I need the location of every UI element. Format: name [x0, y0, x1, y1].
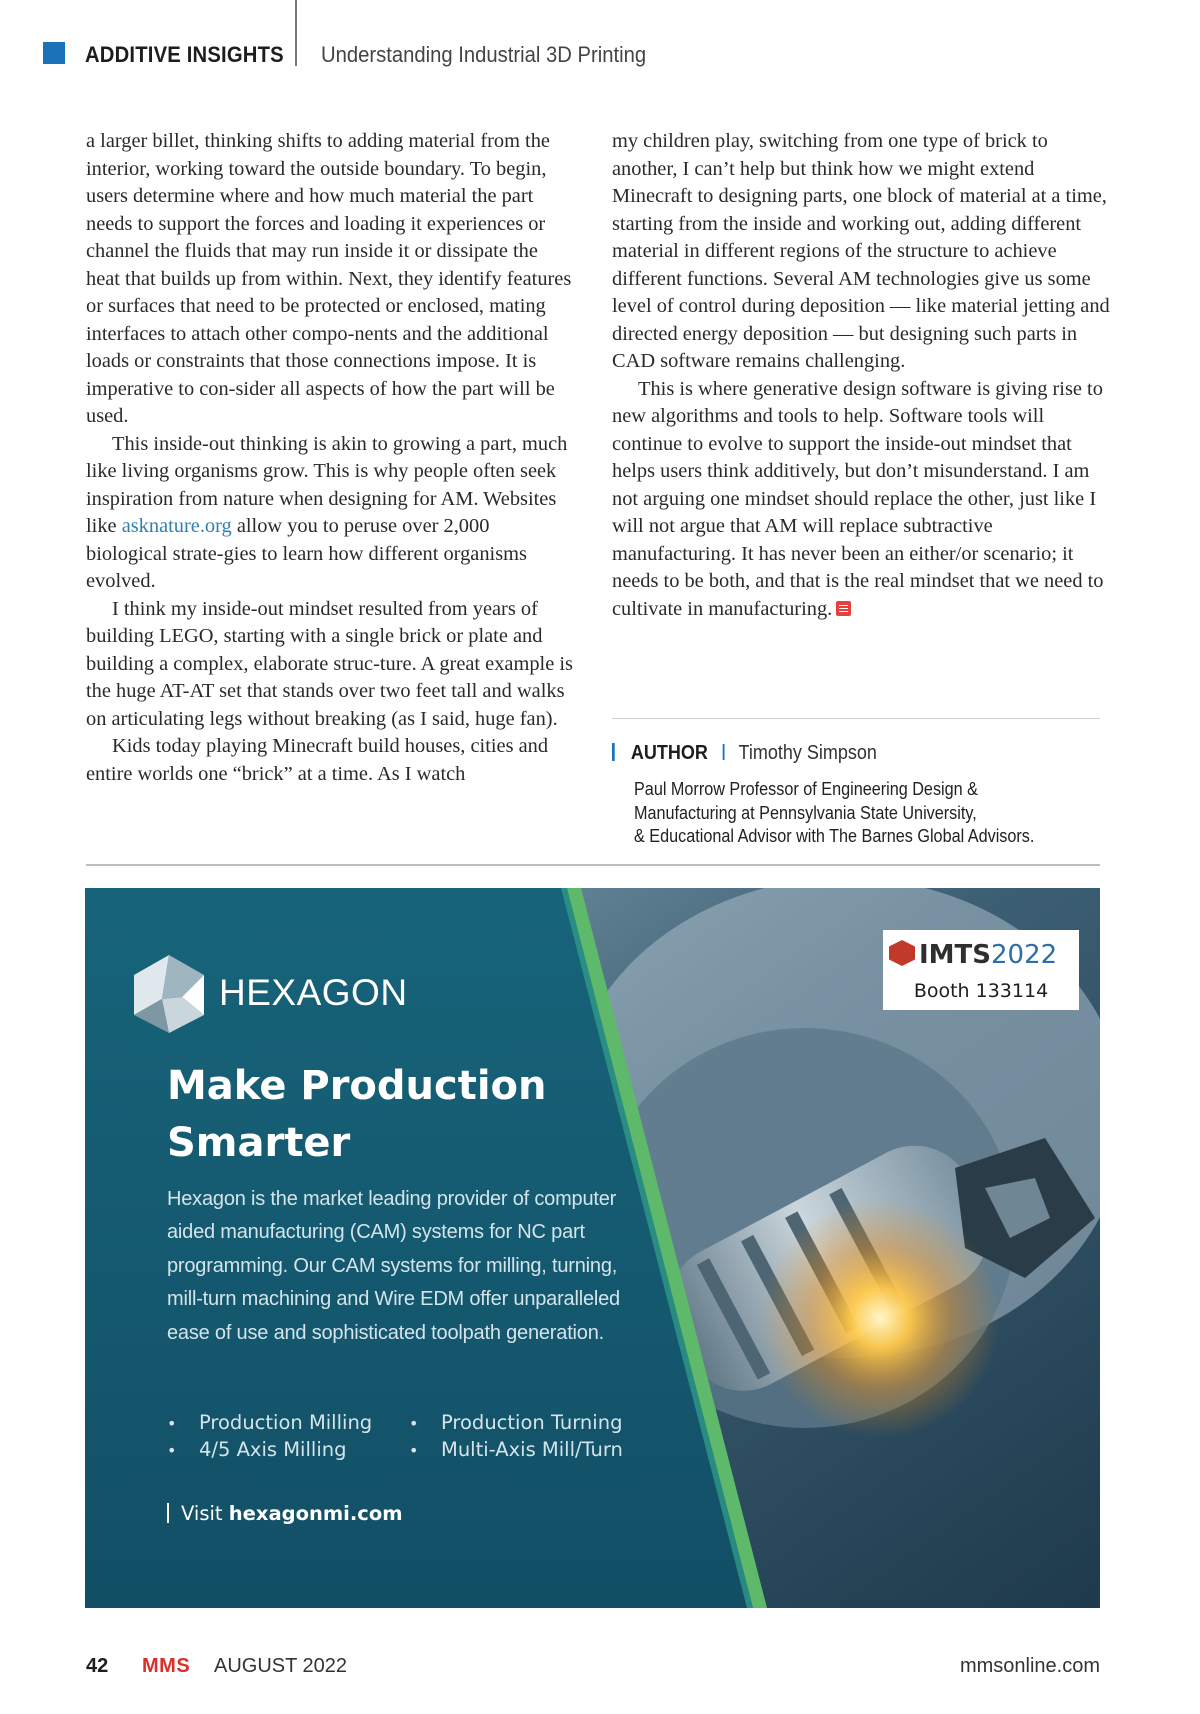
paragraph-text: This inside-out thinking is akin to growing a part, much like living organisms grow. This is why people often seek inspiration from nature when designing for AM. Websites like [86, 432, 568, 537]
imts-cube-icon [889, 940, 915, 966]
article-bottom-rule [86, 864, 1100, 866]
cta-prefix: Visit [181, 1502, 229, 1525]
author-name: Timothy Simpson [738, 742, 877, 764]
end-of-article-icon [836, 601, 851, 616]
asknature-link[interactable]: asknature.org [121, 515, 232, 537]
section-marker [43, 42, 65, 64]
page-number: 42 [86, 1655, 109, 1677]
ad-headline-line: Make Production [167, 1063, 547, 1109]
imts-name: IMTS [919, 940, 992, 970]
hexagon-advertisement[interactable] [85, 888, 1100, 1608]
imts-badge [883, 930, 1079, 1010]
hexagon-website-link[interactable]: hexagonmi.com [228, 1502, 403, 1525]
imts-logo [889, 940, 1057, 970]
footer-website[interactable]: mmsonline.com [959, 1655, 1100, 1677]
author-byline [612, 742, 877, 765]
ad-feature-list-left [167, 1410, 372, 1464]
ad-feature-item: • Production Turning [409, 1410, 623, 1437]
author-separator [722, 744, 724, 760]
magazine-name: MMS [142, 1655, 191, 1677]
issue-date: AUGUST 2022 [214, 1655, 348, 1677]
ad-feature-item: • Multi-Axis Mill/Turn [409, 1437, 623, 1464]
paragraph: a larger billet, thinking shifts to adding material from the interior, working toward the outside boundary. To begin, users determine where and how much material the part needs to support the forces and loading it experiences or channel the fluids that may run inside it or dissipate the heat that builds up from within. Next, they identify features or surfaces that need to be protected or enclosed, mating interfaces to attach other compo-nents and the additional loads or constraints that those connections impose. It is imperative to con-sider all aspects of how the part will be used. [86, 130, 572, 427]
page-footer [86, 1655, 1100, 1685]
ad-feature-item: • Production Milling [167, 1410, 372, 1437]
hexagon-logo-icon [132, 953, 206, 1035]
ad-feature-item: • 4/5 Axis Milling [167, 1437, 372, 1464]
article-column-right [612, 128, 1112, 623]
ad-headline [167, 1058, 627, 1172]
author-desc-line: Paul Morrow Professor of Engineering Design & [634, 779, 978, 799]
paragraph: Kids today playing Minecraft build houses, cities and entire worlds one “brick” at a time. As I watch [86, 735, 549, 785]
ad-body-copy: Hexagon is the market leading provider of computer aided manufacturing (CAM) systems for NC part programming. Our CAM systems for milling, turning, mill-turn machining and Wire EDM offer unparalleled ease of use and sophisticated toolpath generation. [167, 1188, 620, 1344]
author-desc-line: & Educational Advisor with The Barnes Global Advisors. [634, 826, 1035, 846]
header-divider [295, 0, 297, 66]
cta-bar [167, 1503, 169, 1523]
author-divider [612, 718, 1100, 719]
paragraph: I think my inside-out mindset resulted from years of building LEGO, starting with a single brick or plate and building a complex, elaborate struc-ture. A great example is the huge AT-AT set that stands over two feet tall and walks on articulating legs without breaking (as I said, huge fan). [86, 597, 573, 730]
ad-headline-line: Smarter [167, 1120, 351, 1166]
article-column-left [86, 128, 576, 788]
paragraph-text: allow you to peruse over 2,000 biological strate-gies to learn how different organisms evolved. [86, 515, 527, 592]
ad-feature-list-right [409, 1410, 623, 1464]
author-description [634, 778, 1034, 849]
section-title: ADDITIVE INSIGHTS [85, 42, 284, 67]
booth-number: Booth 133114 [913, 980, 1049, 1002]
author-marker [612, 743, 615, 761]
paragraph [612, 376, 1112, 624]
ad-cta[interactable] [167, 1502, 403, 1525]
section-subtitle: Understanding Industrial 3D Printing [321, 42, 647, 67]
running-header [43, 30, 1153, 70]
author-label: AUTHOR [630, 742, 708, 764]
paragraph: my children play, switching from one type of brick to another, I can’t help but think how we might extend Minecraft to designing parts, one block of material at a time, starting from the inside and working out, adding different material in different regions of the structure to achieve different functions. Several AM technologies give us some level of control during deposition — like material jetting and directed energy deposition — but designing such parts in CAD software remains challenging. [612, 130, 1110, 372]
paragraph-text: This is where generative design software is giving rise to new algorithms and tools to help. Software tools will continue to evolve to support the inside-out mindset that helps users think additively, but don’t misunderstand. I am not arguing one mindset should replace the other, just like I will not argue that AM will replace subtractive manufacturing. It has never been an either/or scenario; it needs to be both, and that is the real mindset that we need to cultivate in manufacturing. [612, 377, 1104, 620]
ad-brand-name: HEXAGON [219, 972, 408, 1013]
imts-year: 2022 [991, 940, 1058, 970]
paragraph [86, 431, 576, 596]
author-desc-line: Manufacturing at Pennsylvania State University, [634, 802, 977, 823]
